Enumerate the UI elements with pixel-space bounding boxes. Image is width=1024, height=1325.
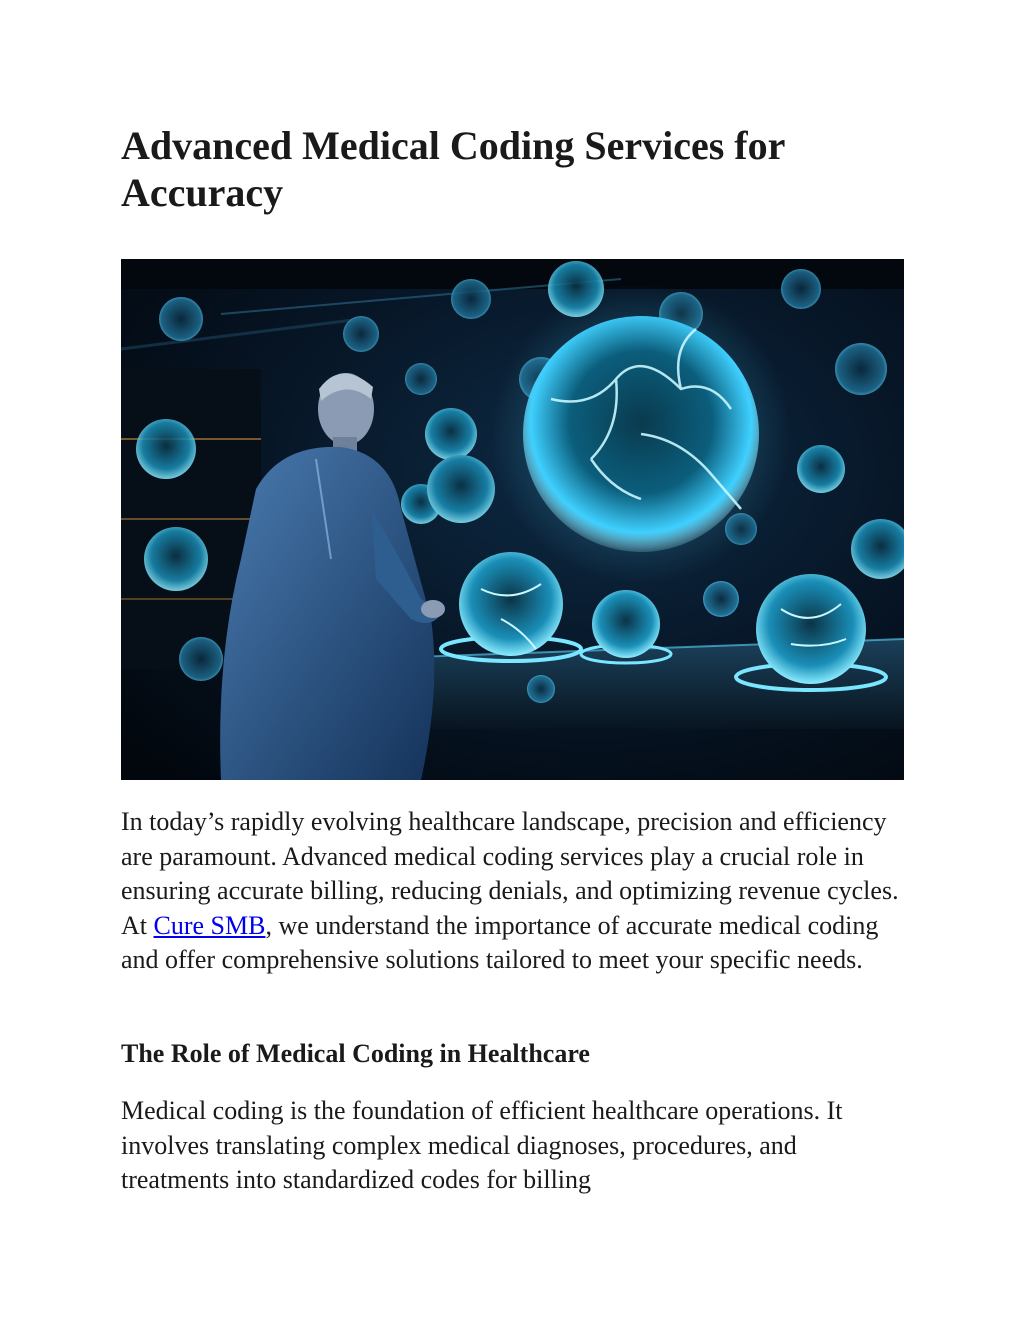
section-heading: The Role of Medical Coding in Healthcare xyxy=(121,1039,590,1068)
intro-paragraph xyxy=(121,805,911,978)
section-paragraph: Medical coding is the foundation of efficient healthcare operations. It involves translating complex medical diagnoses, procedures, and treatments into standardized codes for billing xyxy=(121,1096,843,1195)
intro-text-after-link: , we understand the importance of accurate medical coding and offer comprehensive solutions tailored to meet your specific needs. xyxy=(121,910,879,975)
cure-smb-link[interactable]: Cure SMB xyxy=(153,910,266,940)
intro-text-before-link: In today’s rapidly evolving healthcare landscape, precision and efficiency are paramount. Advanced medical coding services play a crucial role in ensuring accurate billing, reducing denials, and optimizing revenue cycles. At xyxy=(121,807,899,940)
hero-image xyxy=(121,259,904,780)
page-title: Advanced Medical Coding Services for Accuracy xyxy=(121,123,785,215)
medical-hologram-scene-icon xyxy=(121,259,904,780)
